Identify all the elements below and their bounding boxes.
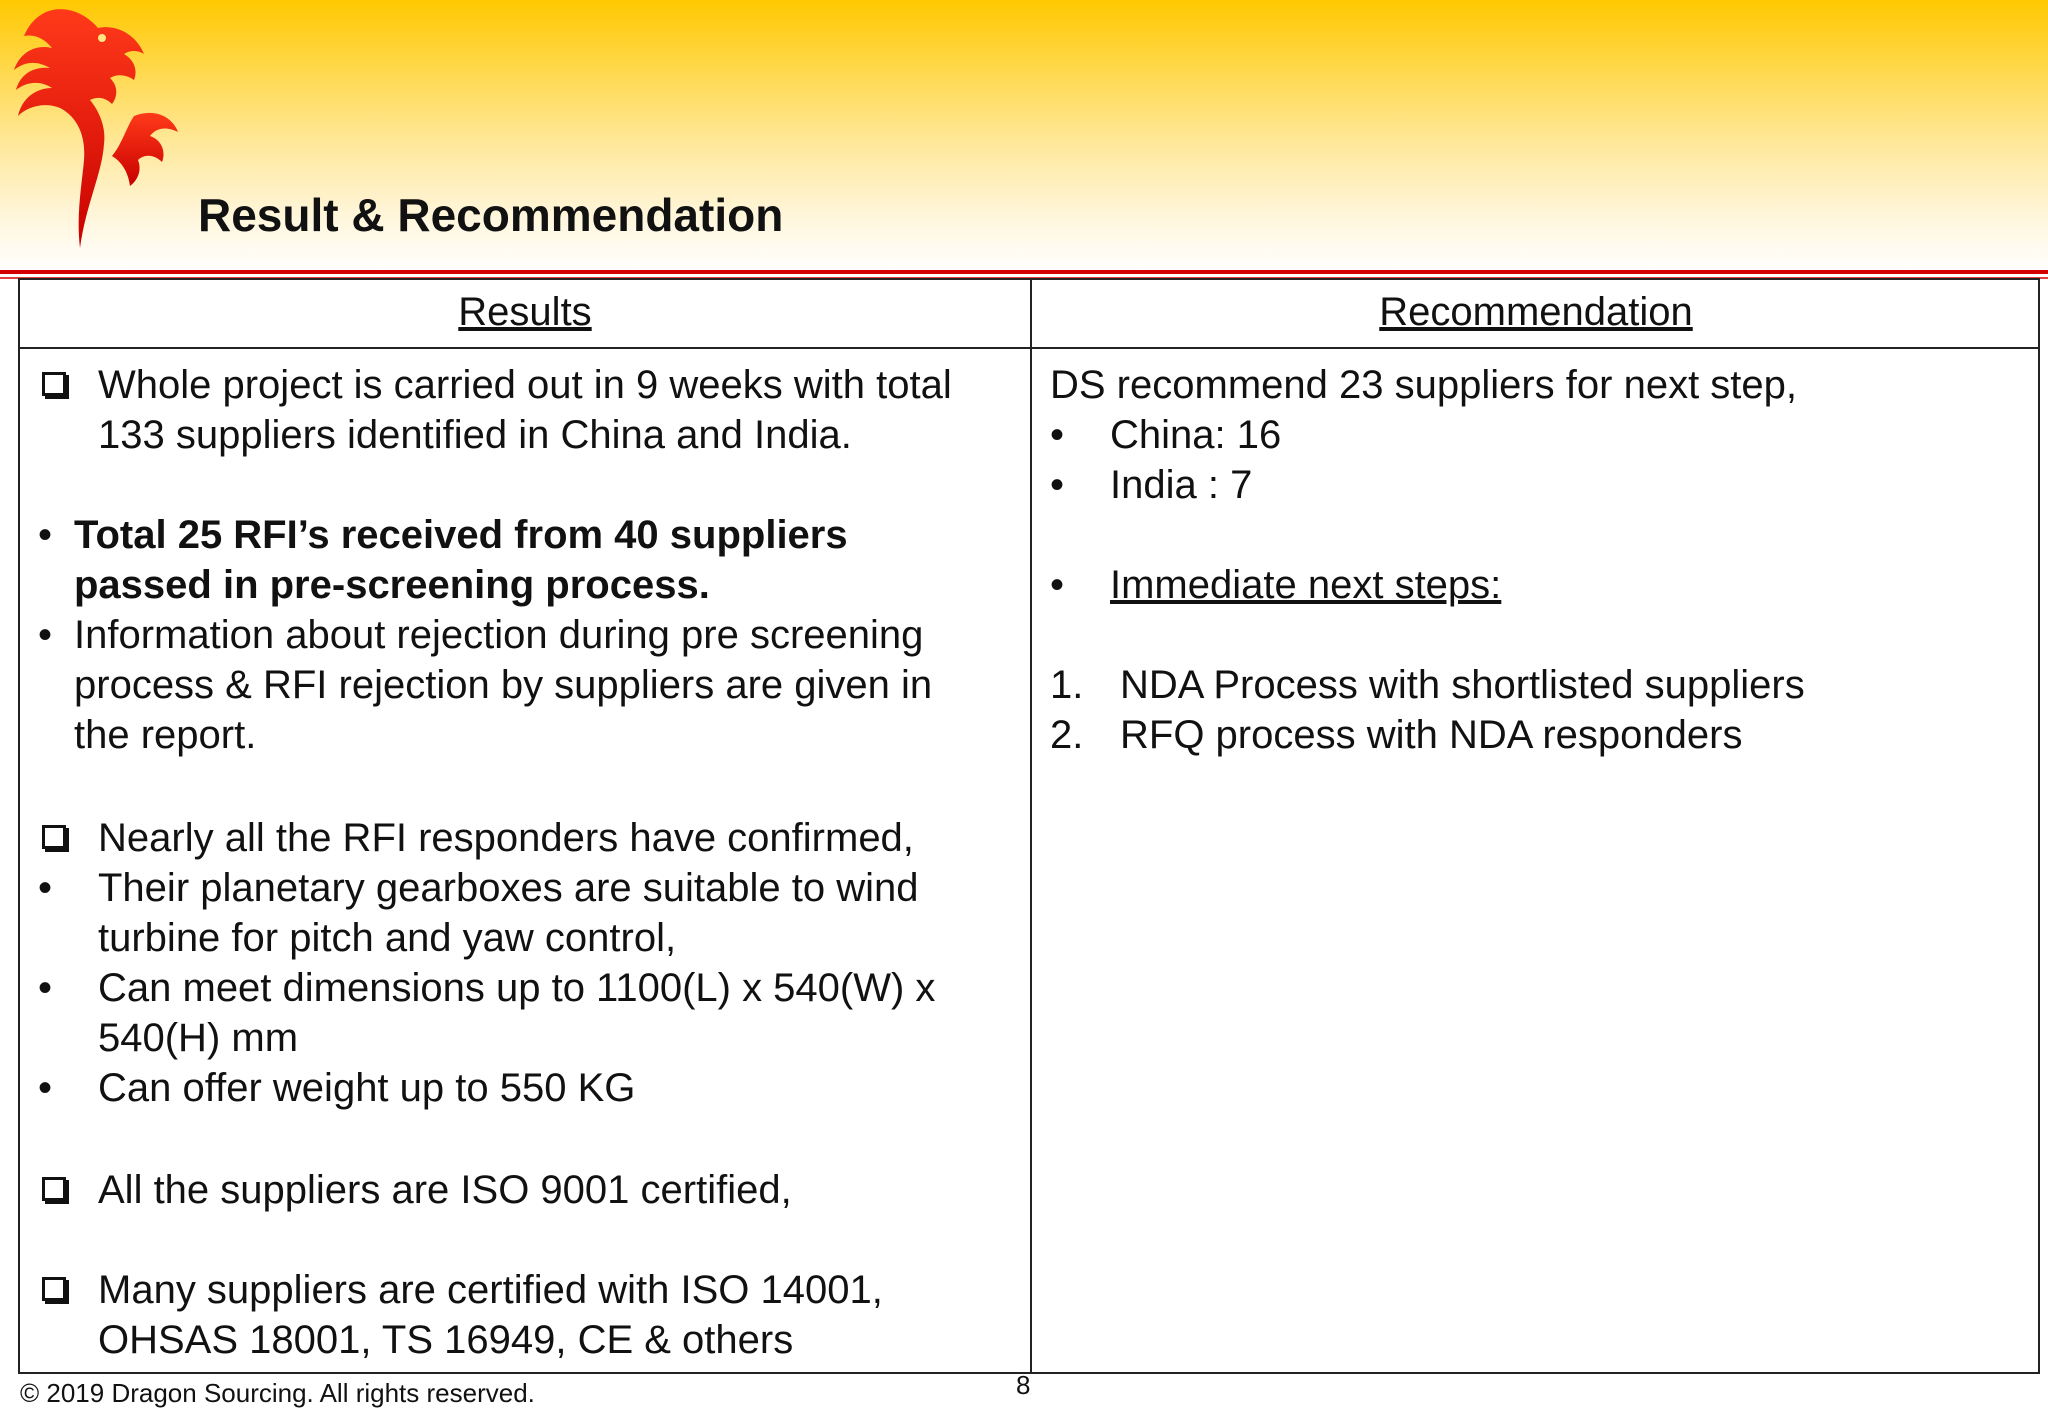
bullet-icon: • [1050,413,1065,457]
bullet-icon: • [38,866,53,910]
results-item-1-line-1: Whole project is carried out in 9 weeks with total [98,363,952,407]
recommendation-header: Recommendation [1379,290,1693,334]
recommendation-china: China: 16 [1110,413,1282,457]
results-bullet-2-line-3: the report. [74,713,257,757]
checkbox-bullet-icon [42,372,66,396]
results-sub-2-line-2: 540(H) mm [98,1016,299,1060]
page-number: 8 [1016,1370,1031,1400]
header-divider [20,347,2038,349]
checkbox-bullet-icon [42,1177,66,1201]
checkbox-bullet-icon [42,825,66,849]
bullet-icon: • [38,966,53,1010]
bullet-icon: • [1050,563,1065,607]
results-recommendation-table [18,278,2040,1374]
checkbox-bullet-icon [42,1277,66,1301]
results-sub-1-line-1: Their planetary gearboxes are suitable to wind [98,866,919,910]
results-bullet-1-line-1: Total 25 RFI’s received from 40 suppliers [74,513,848,557]
results-sub-2-line-1: Can meet dimensions up to 1100(L) x 540(W) x [98,966,936,1010]
recommendation-next-steps: Immediate next steps: [1110,563,1502,607]
results-item-2-line-1: Nearly all the RFI responders have confirmed, [98,816,914,860]
title-divider [0,270,2048,274]
recommendation-step-2: RFQ process with NDA responders [1120,713,1743,757]
results-sub-1-line-2: turbine for pitch and yaw control, [98,916,677,960]
step-2-number: 2. [1050,713,1084,757]
results-sub-3-line-1: Can offer weight up to 550 KG [98,1066,636,1110]
column-divider [1030,280,1032,1372]
results-bullet-1-line-2: passed in pre-screening process. [74,563,710,607]
slide-title: Result & Recommendation [198,189,784,241]
results-header: Results [458,290,592,334]
recommendation-intro: DS recommend 23 suppliers for next step, [1050,363,1798,407]
bullet-icon: • [38,513,53,557]
bullet-icon: • [38,613,53,657]
bullet-icon: • [1050,463,1065,507]
results-item-3-line-1: All the suppliers are ISO 9001 certified, [98,1168,792,1212]
recommendation-step-1: NDA Process with shortlisted suppliers [1120,663,1805,707]
results-item-4-line-2: OHSAS 18001, TS 16949, CE & others [98,1318,794,1362]
copyright-footer: © 2019 Dragon Sourcing. All rights reserved. [20,1378,535,1408]
dragon-logo-icon [6,4,186,256]
results-item-1-line-2: 133 suppliers identified in China and India. [98,413,852,457]
recommendation-india: India : 7 [1110,463,1253,507]
step-1-number: 1. [1050,663,1084,707]
results-item-4-line-1: Many suppliers are certified with ISO 14001, [98,1268,883,1312]
bullet-icon: • [38,1066,53,1110]
results-bullet-2-line-1: Information about rejection during pre screening [74,613,924,657]
results-bullet-2-line-2: process & RFI rejection by suppliers are given in [74,663,933,707]
